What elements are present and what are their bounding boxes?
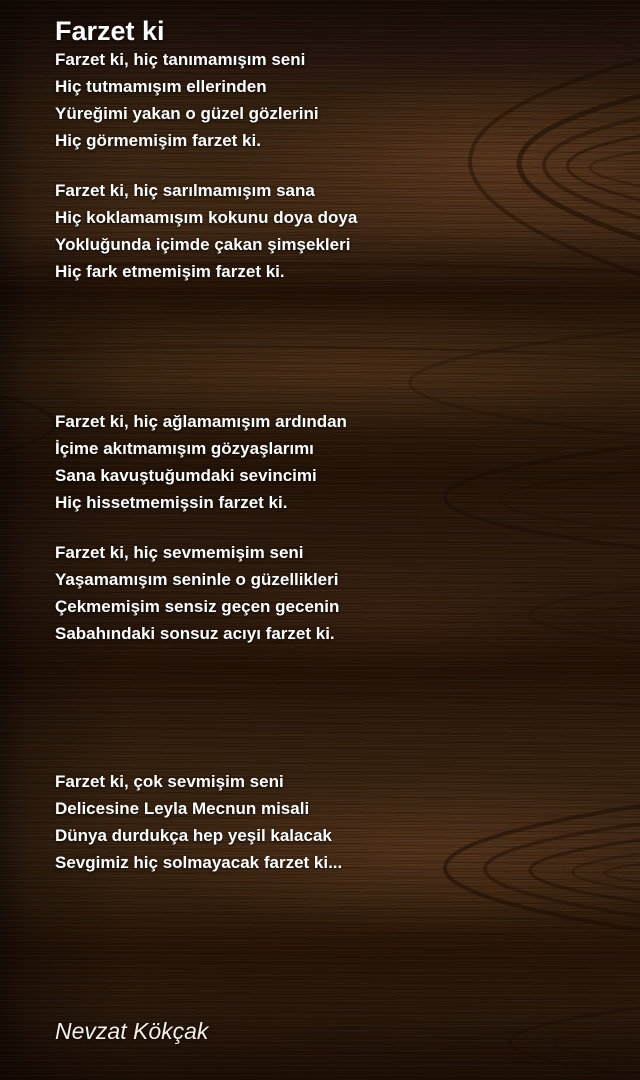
poem-line: Yokluğunda içimde çakan şimşekleri bbox=[55, 235, 351, 254]
poem-line: Dünya durdukça hep yeşil kalacak bbox=[55, 826, 332, 845]
stanza-3 bbox=[55, 408, 347, 516]
poem-line: Yaşamamışım seninle o güzellikleri bbox=[55, 570, 339, 589]
poem-title: Farzet ki bbox=[55, 16, 165, 46]
poem-line: Farzet ki, hiç sevmemişim seni bbox=[55, 543, 304, 562]
stanza-2 bbox=[55, 177, 357, 285]
poem-line: Yüreğimi yakan o güzel gözlerini bbox=[55, 104, 319, 123]
poem-line: İçime akıtmamışım gözyaşlarımı bbox=[55, 439, 314, 458]
poem-line: Sana kavuştuğumdaki sevincimi bbox=[55, 466, 317, 485]
stanza-1 bbox=[55, 46, 319, 154]
poem-line: Hiç fark etmemişim farzet ki. bbox=[55, 262, 285, 281]
poem-line: Hiç tutmamışım ellerinden bbox=[55, 77, 267, 96]
poem-line: Hiç görmemişim farzet ki. bbox=[55, 131, 261, 150]
stanza-4 bbox=[55, 539, 339, 647]
poem-line: Farzet ki, hiç tanımamışım seni bbox=[55, 50, 306, 69]
poem-line: Sevgimiz hiç solmayacak farzet ki... bbox=[55, 853, 343, 872]
poem-author: Nevzat Kökçak bbox=[55, 1018, 209, 1044]
poem-line: Farzet ki, çok sevmişim seni bbox=[55, 772, 284, 791]
poem-line: Çekmemişim sensiz geçen gecenin bbox=[55, 597, 340, 616]
stanza-5 bbox=[55, 768, 342, 876]
poem-line: Farzet ki, hiç ağlamamışım ardından bbox=[55, 412, 347, 431]
poem-line: Delicesine Leyla Mecnun misali bbox=[55, 799, 310, 818]
poem-line: Farzet ki, hiç sarılmamışım sana bbox=[55, 181, 315, 200]
poem-line: Hiç koklamamışım kokunu doya doya bbox=[55, 208, 358, 227]
poem-line: Hiç hissetmemişsin farzet ki. bbox=[55, 493, 288, 512]
poem-line: Sabahındaki sonsuz acıyı farzet ki. bbox=[55, 624, 335, 643]
